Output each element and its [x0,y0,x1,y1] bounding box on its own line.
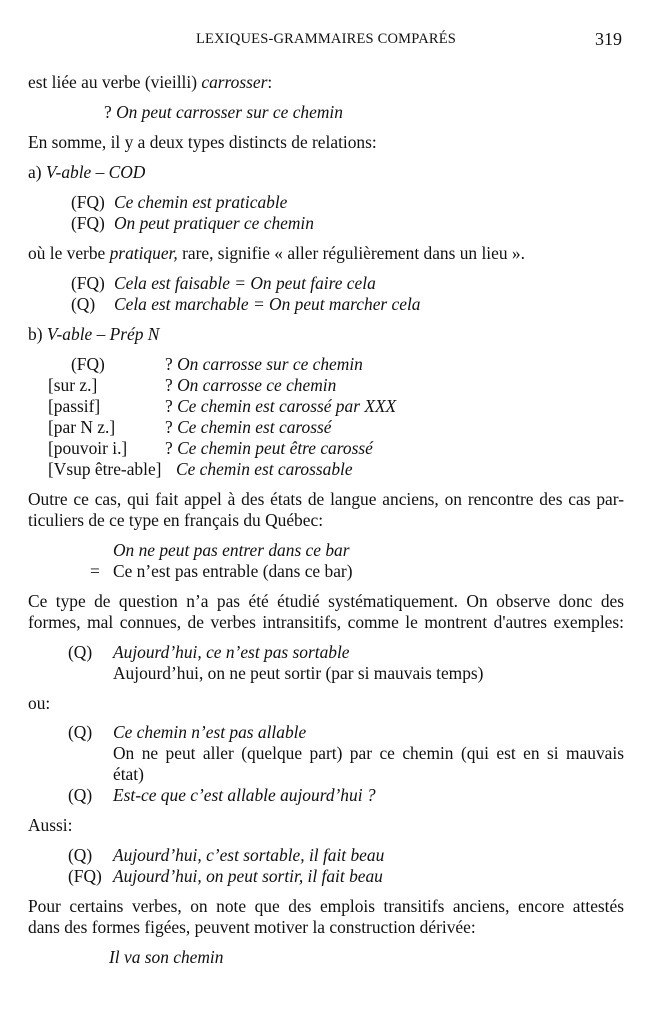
example-text: Ce chemin est praticable [114,192,288,212]
example-gloss: On ne peut aller (quelque part) par ce chemin (qui est en si mauvais [113,743,624,763]
example-text: Aujourd’hui, ce n’est pas sortable [113,642,350,662]
table-b-text: Ce chemin est carossé [177,417,332,437]
example-tag: (FQ) [71,273,105,293]
paragraph-line: dans des formes figées, peuvent motiver la construction dérivée: [28,917,476,937]
intro-text: est liée au verbe (vieilli) [28,72,202,92]
paragraph-line: Ce type de question n’a pas été étudié systématiquement. On observe donc des [28,591,624,611]
example-text: On peut pratiquer ce chemin [114,213,314,233]
example-tag: (FQ) [71,213,105,233]
page-number: 319 [595,29,622,49]
example-text: On ne peut pas entrer dans ce bar [113,540,350,560]
example-tag: (Q) [68,845,93,865]
intro-line [28,72,272,93]
aussi-line: Aussi: [28,815,73,835]
section-a-heading [28,162,145,183]
table-b-entry [165,438,373,459]
table-b-text: On carrosse ce chemin [177,375,337,395]
example-text: Cela est marchable = On peut marcher cela [114,294,421,314]
table-b-entry [165,354,363,375]
table-b-mark: ? [165,375,178,395]
intro-colon: : [267,72,273,92]
note-after: rare, signifie « aller régulièrement dans un lieu ». [177,243,525,263]
table-b-tag: [passif] [48,396,101,416]
table-b-text: Ce chemin est carossé par XXX [177,396,397,416]
section-a-prefix: a) [28,162,46,182]
example-mark: ? [104,102,117,122]
paragraph-line: ticuliers de ce type en français du Québec: [28,510,324,530]
section-b-heading [28,324,159,345]
example-tag: (Q) [71,294,96,314]
running-header: LEXIQUES-GRAMMAIRES COMPARÉS [196,31,457,47]
example-gloss: état) [113,764,144,784]
example-tag: (FQ) [71,192,105,212]
table-b-tag: [sur z.] [48,375,98,395]
table-b-mark: ? [165,354,178,374]
table-b-tag: (FQ) [71,354,105,374]
table-b-entry [165,375,336,396]
section-a-label: V-able – COD [45,162,146,182]
table-b-entry [165,417,331,438]
paragraph-line: Pour certains verbes, on note que des emplois transitifs anciens, encore attestés [28,896,624,916]
example-text: Aujourd’hui, on peut sortir, il fait beau [113,866,383,886]
table-b-tag: [Vsup être-able] [48,459,162,479]
example-gloss: Aujourd’hui, on ne peut sortir (par si mauvais temps) [113,663,484,683]
example-text: Cela est faisable = On peut faire cela [114,273,376,293]
example-tag: (Q) [68,722,93,742]
paragraph-line: Outre ce cas, qui fait appel à des états de langue anciens, on rencontre des cas par- [28,489,624,509]
table-b-mark: ? [165,438,178,458]
example-text: Aujourd’hui, c’est sortable, il fait beau [113,845,385,865]
summary-line: En somme, il y a deux types distincts de relations: [28,132,377,152]
example-tag: (Q) [68,642,93,662]
intro-verb: carrosser [201,72,268,92]
table-b-entry [165,396,396,417]
example-tag: (FQ) [68,866,102,886]
table-b-text: On carrosse sur ce chemin [177,354,363,374]
table-b-mark: ? [165,396,178,416]
table-b-tag: [par N z.] [48,417,116,437]
paragraph-line: formes, mal connues, de verbes intransitifs, comme le montrent d'autres exemples: [28,612,624,632]
note-before: où le verbe [28,243,110,263]
table-b-entry [176,459,353,480]
note-verb: pratiquer, [109,243,178,263]
table-b-tag: [pouvoir i.] [48,438,128,458]
table-b-text: Ce chemin est carossable [176,459,353,479]
example-carrosser [104,102,343,123]
example-text: Ce chemin n’est pas allable [113,722,307,742]
example-text: On peut carrosser sur ce chemin [116,102,343,122]
example-text: Est-ce que c’est allable aujourd’hui ? [113,785,376,805]
example-text: Il va son chemin [109,947,224,967]
table-b-text: Ce chemin peut être carossé [177,438,373,458]
section-b-prefix: b) [28,324,47,344]
ou-line: ou: [28,693,51,713]
example-text: Ce n’est pas entrable (dans ce bar) [113,561,353,581]
equals-sign: = [90,561,100,581]
example-tag: (Q) [68,785,93,805]
section-b-label: V-able – Prép N [46,324,160,344]
table-b-mark: ? [165,417,178,437]
pratiquer-note [28,243,525,264]
